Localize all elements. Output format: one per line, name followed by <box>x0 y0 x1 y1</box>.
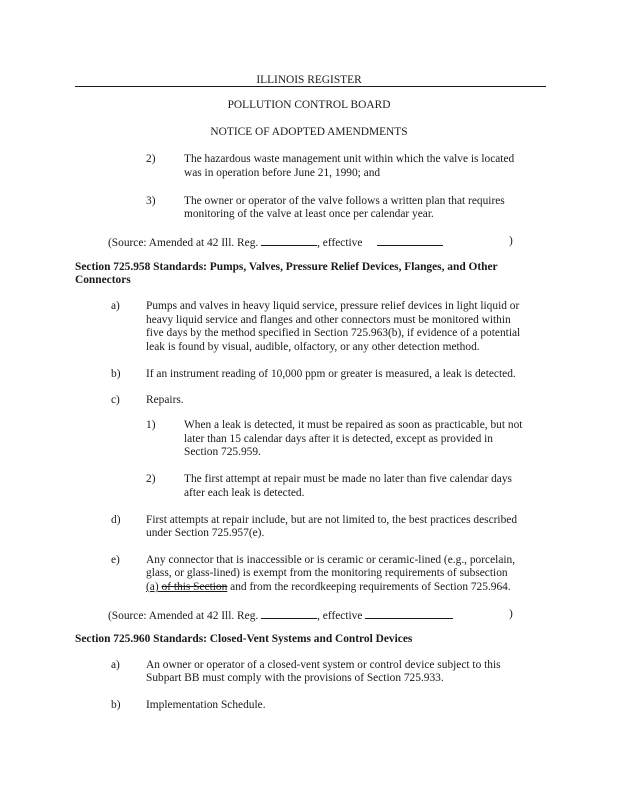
item-line: later than 15 calendar days after it is detected, except as provided in <box>184 433 493 445</box>
source-prefix: (Source: Amended at 42 Ill. Reg. <box>108 237 262 249</box>
subsection-line: An owner or operator of a closed-vent system or control device subject to this <box>146 659 501 671</box>
item-line: The hazardous waste management unit within which the valve is located <box>184 153 515 165</box>
section-heading: Section 725.960 Standards: Closed-Vent Systems and Control Devices <box>75 633 413 645</box>
item-number: 2) <box>146 153 156 165</box>
subsection-line: Pumps and valves in heavy liquid service, pressure relief devices in light liquid or <box>146 300 520 312</box>
subsection-line: under Section 725.957(e). <box>146 527 265 539</box>
item-number: 1) <box>146 419 156 431</box>
source-blank <box>365 609 453 619</box>
item-line: after each leak is detected. <box>184 487 305 499</box>
item-line: The owner or operator of the valve follows a written plan that requires <box>184 195 505 207</box>
source-blank <box>377 236 443 246</box>
subsection-number: d) <box>111 514 121 526</box>
source-blank <box>261 236 317 246</box>
item-line: When a leak is detected, it must be repaired as soon as practicable, but not <box>184 419 523 431</box>
subsection-line: Implementation Schedule. <box>146 699 266 711</box>
subsection-line: If an instrument reading of 10,000 ppm or greater is measured, a leak is detected. <box>146 368 516 380</box>
subsection-line: First attempts at repair include, but are not limited to, the best practices described <box>146 514 518 526</box>
register-title: ILLINOIS REGISTER <box>256 74 362 86</box>
board-title: POLLUTION CONTROL BOARD <box>227 99 391 111</box>
source-note <box>108 236 443 249</box>
source-blank <box>261 609 317 619</box>
source-effective: , effective <box>317 610 366 622</box>
source-prefix: (Source: Amended at 42 Ill. Reg. <box>108 610 262 622</box>
subsection-line: Subpart BB must comply with the provisions of Section 725.933. <box>146 672 444 684</box>
deleted-text: of this Section <box>161 581 228 593</box>
item-line: The first attempt at repair must be made no later than five calendar days <box>184 473 512 485</box>
item-number: 2) <box>146 473 156 485</box>
subsection-number: b) <box>111 368 121 380</box>
subsection-line: Repairs. <box>146 394 184 406</box>
notice-title: NOTICE OF ADOPTED AMENDMENTS <box>210 126 408 138</box>
subsection-number: b) <box>111 699 121 711</box>
line-remainder: and from the recordkeeping requirements of Section 725.964. <box>227 581 511 593</box>
source-close: ) <box>509 235 513 247</box>
item-line: was in operation before June 21, 1990; and <box>184 167 381 179</box>
subsection-number: a) <box>111 659 120 671</box>
subsection-line: Any connector that is inaccessible or is ceramic or ceramic-lined (e.g., porcelain, <box>146 554 516 566</box>
subsection-number: a) <box>111 300 120 312</box>
subsection-number: c) <box>111 394 120 406</box>
subsection-line: five days by the method specified in Section 725.963(b), if evidence of a potential <box>146 327 521 339</box>
item-line: Section 725.959. <box>184 446 261 458</box>
subsection-line: heavy liquid service and flanges and other connectors must be monitored within <box>146 314 511 326</box>
section-heading: Connectors <box>75 274 131 286</box>
subsection-line <box>146 582 511 593</box>
subsection-line: leak is found by visual, audible, olfactory, or any other detection method. <box>146 341 480 353</box>
subsection-number: e) <box>111 554 120 566</box>
source-close: ) <box>509 608 513 620</box>
source-note <box>108 609 453 622</box>
item-number: 3) <box>146 195 156 207</box>
subsection-line: glass, or glass-lined) is exempt from the monitoring requirements of subsection <box>146 567 508 579</box>
inserted-text: (a) <box>146 581 162 593</box>
item-line: monitoring of the valve at least once per calendar year. <box>184 208 434 220</box>
section-heading: Section 725.958 Standards: Pumps, Valves, Pressure Relief Devices, Flanges, and Other <box>75 261 498 273</box>
source-effective: , effective <box>317 237 366 249</box>
